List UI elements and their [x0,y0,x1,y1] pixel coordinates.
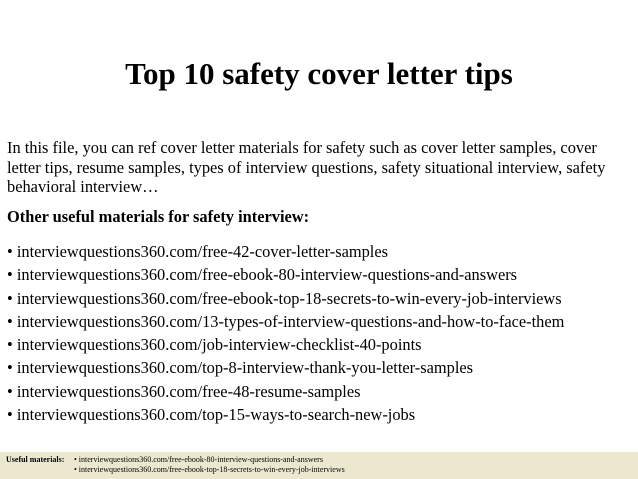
materials-heading: Other useful materials for safety interview: [7,207,310,226]
footer-link[interactable]: • interviewquestions360.com/free-ebook-top-18-secrets-to-win-every-job-interviews [74,464,345,474]
intro-paragraph: In this file, you can ref cover letter materials for safety such as cover letter samples, cover letter tips, resume samples, types of interview questions, safety situational interview, safety behavioral interview… [7,138,606,196]
materials-link-list [7,240,631,426]
materials-link[interactable]: • interviewquestions360.com/free-ebook-80-interview-questions-and-answers [7,265,518,285]
materials-link[interactable]: • interviewquestions360.com/free-ebook-top-18-secrets-to-win-every-job-interviews [7,288,562,308]
materials-link[interactable]: • interviewquestions360.com/free-42-cover-letter-samples [7,242,389,261]
materials-link[interactable]: • interviewquestions360.com/top-15-ways-to-search-new-jobs [7,405,416,425]
materials-link[interactable]: • interviewquestions360.com/13-types-of-interview-questions-and-how-to-face-them [7,311,565,331]
page-title: Top 10 safety cover letter tips [125,56,513,91]
footer-link-list [74,455,345,474]
materials-link[interactable]: • interviewquestions360.com/top-8-interview-thank-you-letter-samples [7,358,474,378]
footer-link[interactable]: • interviewquestions360.com/free-ebook-80-interview-questions-and-answers [74,455,323,464]
footer-label: Useful materials: [6,455,65,464]
materials-link[interactable]: • interviewquestions360.com/job-interview-checklist-40-points [7,335,422,355]
materials-link[interactable]: • interviewquestions360.com/free-48-resume-samples [7,381,361,401]
footer-bar [0,452,638,479]
